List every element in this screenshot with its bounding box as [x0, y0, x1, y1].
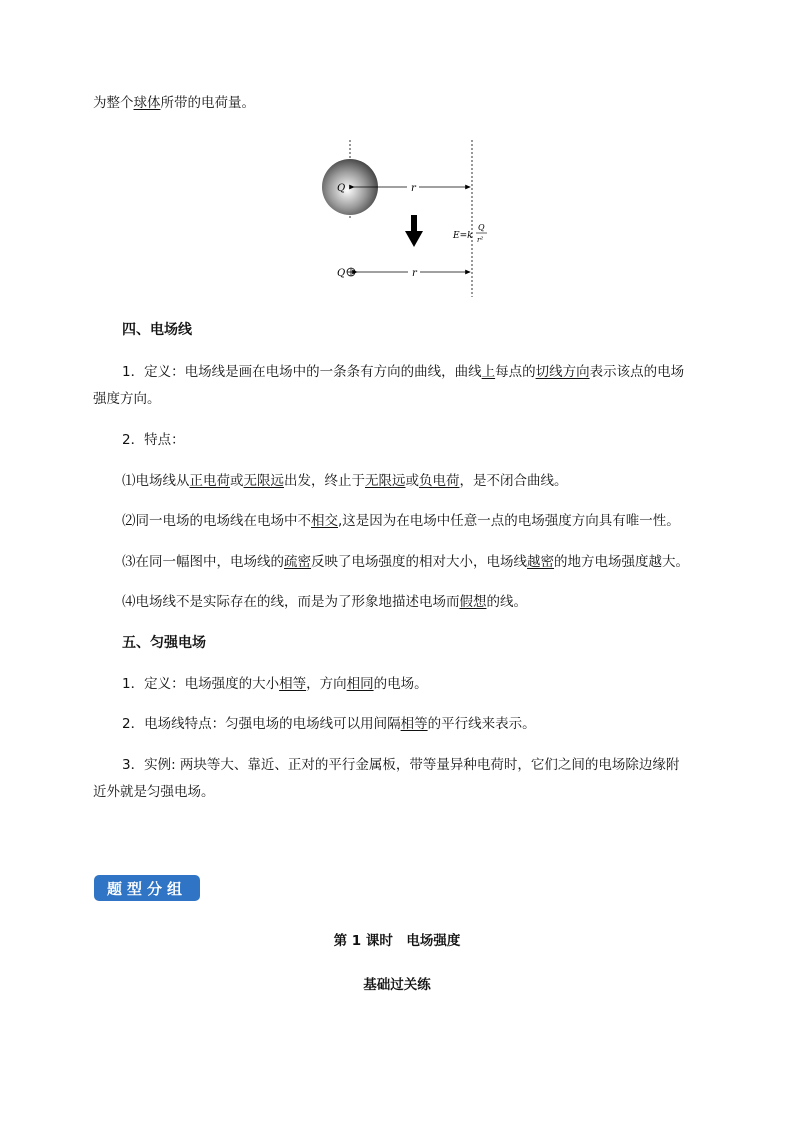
section4-definition: 1．定义：电场线是画在电场中的一条条有方向的曲线，曲线上每点的切线方向表示该点的电场 [122, 364, 685, 380]
section5-feature: 2．电场线特点：匀强电场的电场线可以用间隔相等的平行线来表示。 [122, 716, 536, 732]
question-group-badge: 题型分组 [94, 875, 200, 901]
section4-features-title: 2．特点： [122, 432, 185, 448]
feature-item-1: ⑴电场线从正电荷或无限远出发，终止于无限远或负电荷，是不闭合曲线。 [122, 473, 568, 489]
point-charge-figure [310, 135, 510, 305]
section5-definition: 1．定义：电场强度的大小相等，方向相同的电场。 [122, 676, 428, 692]
formula-denominator: r² [477, 236, 484, 244]
bottom-distance-label: r [412, 268, 417, 279]
top-distance-label: r [411, 183, 416, 194]
section5-example-cont: 近外就是匀强电场。 [93, 784, 215, 800]
lesson-subtitle: 基础过关练 [363, 977, 431, 993]
point-charge-icon [347, 268, 355, 276]
section5-title: 五、匀强电场 [122, 635, 206, 651]
formula-numerator: Q [478, 223, 485, 232]
lesson-title: 第 1 课时 电场强度 [333, 933, 461, 949]
section4-definition-cont: 强度方向。 [93, 391, 161, 407]
feature-item-2: ⑵同一电场的电场线在电场中不相交,这是因为在电场中任意一点的电场强度方向具有唯一性。 [122, 513, 680, 529]
formula-lhs: E=k [453, 231, 473, 241]
feature-item-4: ⑷电场线不是实际存在的线，而是为了形象地描述电场而假想的线。 [122, 594, 527, 610]
underlined-term: 球体 [133, 95, 161, 111]
feature-item-3: ⑶在同一幅图中，电场线的疏密反映了电场强度的相对大小，电场线越密的地方电场强度越大。 [122, 554, 689, 570]
section4-title: 四、电场线 [122, 322, 192, 338]
sphere-charge-label: Q [337, 183, 346, 194]
point-charge-label: Q [337, 268, 346, 279]
down-arrow-icon [405, 215, 423, 247]
section5-example: 3．实例: 两块等大、靠近、正对的平行金属板，带等量异种电荷时，它们之间的电场除边缘附 [122, 757, 680, 773]
intro-line: 为整个球体所带的电荷量。 [93, 95, 255, 111]
